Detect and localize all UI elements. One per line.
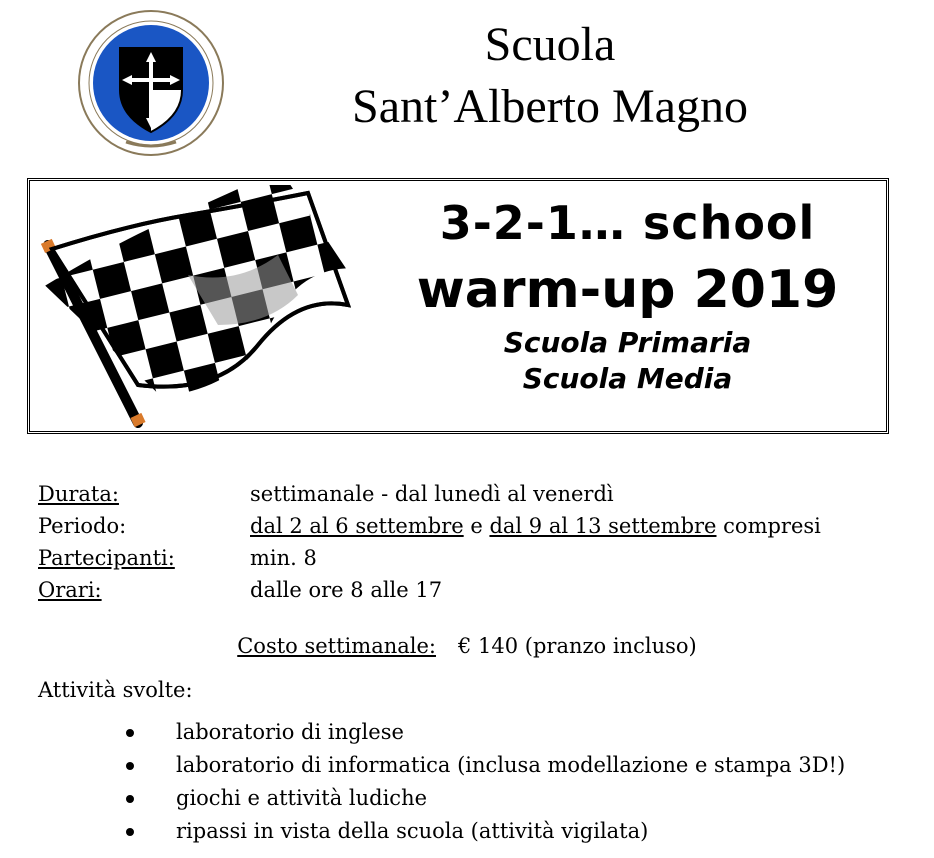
periodo-range-2: dal 9 al 13 settembre: [489, 514, 717, 538]
partecipanti-label: Partecipanti:: [38, 546, 175, 570]
details-list: [38, 478, 918, 606]
list-item: ripassi in vista della scuola (attività vigilata): [120, 815, 845, 848]
activities-title: Attività svolte:: [38, 678, 193, 702]
banner-headline: 3-2-1… school: [439, 196, 816, 250]
cost-line: [0, 630, 934, 662]
list-item: giochi e attività ludiche: [120, 782, 845, 815]
orari-value: dalle ore 8 alle 17: [250, 578, 443, 602]
page-title: [280, 14, 820, 138]
periodo-range-1: dal 2 al 6 settembre: [250, 514, 464, 538]
list-item: laboratorio di inglese: [120, 716, 845, 749]
detail-row-durata: [38, 478, 918, 510]
periodo-value: [250, 510, 821, 542]
partecipanti-value: min. 8: [250, 546, 317, 570]
title-line-2: Sant’Alberto Magno: [352, 80, 748, 133]
banner-level-media: Scuola Media: [522, 362, 733, 395]
school-seal-icon: [76, 8, 226, 158]
banner-level-primaria: Scuola Primaria: [503, 326, 752, 359]
durata-label: Durata:: [38, 482, 119, 506]
list-item: laboratorio di informatica (inclusa modellazione e stampa 3D!): [120, 749, 845, 782]
orari-label: Orari:: [38, 578, 102, 602]
durata-value: settimanale - dal lunedì al venerdì: [250, 482, 614, 506]
detail-row-partecipanti: [38, 542, 918, 574]
detail-row-periodo: [38, 510, 918, 542]
detail-row-orari: [38, 574, 918, 606]
cost-label: Costo settimanale:: [237, 634, 436, 658]
cost-value: € 140 (pranzo incluso): [457, 634, 697, 658]
banner-subheadline: warm-up 2019: [416, 260, 839, 320]
activities-list: [120, 716, 845, 848]
banner-text: [370, 191, 885, 397]
periodo-label: Periodo:: [38, 514, 127, 538]
title-line-1: Scuola: [484, 18, 616, 71]
event-banner: [27, 178, 889, 434]
periodo-and: e: [463, 514, 490, 538]
periodo-tail: compresi: [716, 514, 821, 538]
checkered-flag-icon: [38, 185, 358, 431]
